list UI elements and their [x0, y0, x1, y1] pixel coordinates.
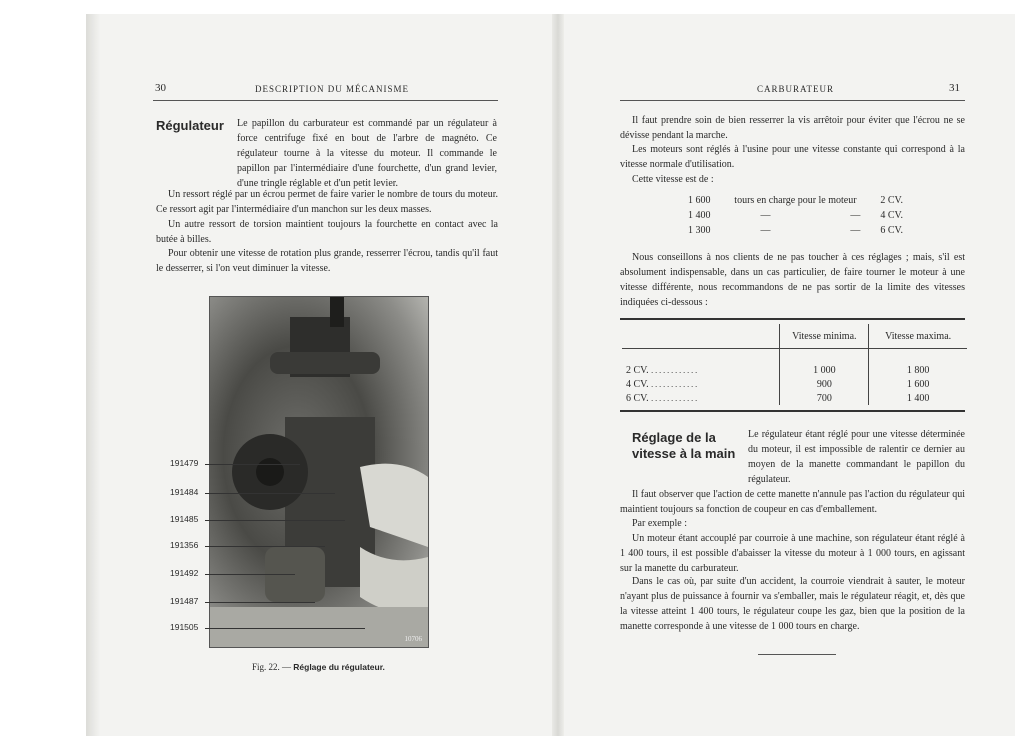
callout-line-6: [205, 602, 315, 603]
callout-line-3: [205, 520, 345, 521]
callout-2: 191484: [170, 487, 199, 497]
callout-line-7: [205, 628, 365, 629]
callout-5: 191492: [170, 568, 199, 578]
paragraph-4: Pour obtenir une vitesse de rotation plus grande, resserrer l'écrou, tandis qu'il faut le desserrer, si l'on veut diminuer la vitesse.: [156, 248, 498, 274]
speed-tours: 1 400: [688, 210, 711, 221]
speed-dash: —: [760, 225, 771, 236]
header-max: Vitesse maxima.: [885, 330, 952, 342]
figure-caption-prefix: Fig. 22. —: [252, 662, 292, 672]
callout-line-5: [205, 574, 295, 575]
speed-dash: —: [850, 225, 861, 236]
callout-1: 191479: [170, 458, 199, 468]
row-min: 900: [780, 377, 869, 391]
table-row: [622, 391, 967, 405]
section2-paragraph-4: Un moteur étant accouplé par courroie à une machine, son régulateur étant réglé à 1 400 tours, il est possible d'abaisser la vitesse du moteur à 1 000 tours, en agissant sur la manette du carburateur.: [620, 533, 965, 574]
table-bottom-rule: [620, 410, 965, 412]
photo-number: 10706: [404, 635, 422, 643]
speed-row-1: [688, 193, 903, 208]
intro-paragraph-2: Les moteurs sont réglés à l'usine pour une vitesse constante qui correspond à la vitesse normale d'utilisation.: [620, 144, 965, 170]
paragraph-3: Un autre ressort de torsion maintient toujours la fourchette en contact avec la butée à billes.: [156, 219, 498, 245]
row-label: 6 CV.: [626, 392, 649, 404]
speed-label: tours en charge pour le moteur: [734, 195, 857, 206]
callout-line-4: [205, 546, 325, 547]
header-rule-left: [153, 100, 498, 101]
speed-dash: —: [760, 210, 771, 221]
speed-cv: 2 CV.: [880, 195, 903, 206]
speed-tours: 1 300: [688, 225, 711, 236]
speed-cv: 6 CV.: [880, 225, 903, 236]
row-max: 1 800: [906, 364, 930, 376]
running-head-right: CARBURATEUR: [757, 84, 835, 94]
row-max: 1 400: [906, 392, 930, 404]
section2-paragraph-1: Le régulateur étant réglé pour une vitesse déterminée du moteur, il est impossible de ralentir ce dernier au moyen de la manette commandant le papillon du régulateur.: [748, 429, 965, 485]
speed-tours: 1 600: [688, 195, 711, 206]
intro-paragraph-1: Il faut prendre soin de bien resserrer la vis arrêtoir pour éviter que l'écrou ne se dévisse pendant la marche.: [620, 115, 965, 141]
book-edge: [86, 14, 100, 736]
paragraph-1: Le papillon du carburateur est commandé par un régulateur à force centrifuge fixé en bout de l'arbre de magnéto. Ce régulateur tourne à la vitesse du moteur. Il commande le papillon par l'intermédiaire d'une fourchette, d'un grand levier, d'une tringle réglable et d'un petit levier.: [237, 118, 497, 189]
figure-caption: [252, 662, 385, 672]
running-head-left: DESCRIPTION DU MÉCANISME: [255, 84, 410, 94]
row-min: 700: [780, 391, 869, 405]
table-top-rule: [620, 318, 965, 320]
engine-illustration: [210, 297, 428, 647]
end-rule: [758, 654, 836, 655]
page-number-left: 30: [155, 82, 166, 94]
figure-photo: [209, 296, 429, 648]
table-row: [622, 363, 967, 377]
speed-row-3: [688, 223, 903, 238]
table-header-row: [622, 324, 967, 348]
row-label: 2 CV.: [626, 364, 649, 376]
figure-caption-title: Réglage du régulateur.: [293, 662, 385, 672]
row-dots: . . . . . . . . . . . .: [651, 365, 698, 375]
callout-6: 191487: [170, 596, 199, 606]
section2-paragraph-3: Par exemple :: [632, 518, 687, 529]
row-dots: . . . . . . . . . . . .: [651, 379, 698, 389]
intro-paragraph-3: Cette vitesse est de :: [632, 174, 714, 185]
callout-line-1: [205, 464, 300, 465]
callout-line-2: [205, 493, 335, 494]
book-gutter: [552, 14, 564, 736]
header-rule-right: [620, 100, 965, 101]
row-label: 4 CV.: [626, 378, 649, 390]
row-max: 1 600: [906, 378, 930, 390]
section2-paragraph-5: Dans le cas où, par suite d'un accident, la courroie viendrait à sauter, le moteur n'ayant plus de puissance à fournir va s'emballer, mais le régulateur réagit, et, dès que la vitesse atteint 1 400 tours, le régulateur coupe les gaz, bien que la position de la manette corresponde à une vitesse de 1 000 tours en charge.: [620, 576, 965, 632]
table-row: [622, 377, 967, 391]
section-heading-line-1: Réglage de la: [632, 430, 716, 445]
section2-paragraph-2: Il faut observer que l'action de cette manette n'annule pas l'action du régulateur qui maintient toujours sa fonction de coupeur en cas d'emballement.: [620, 489, 965, 515]
speed-limits-table: [622, 324, 967, 405]
speed-row-2: [688, 208, 903, 223]
speed-list: [688, 193, 903, 238]
header-min: Vitesse minima.: [780, 324, 869, 348]
callout-7: 191505: [170, 622, 199, 632]
section-heading-line-2: vitesse à la main: [632, 446, 736, 461]
paragraph-1-start: [237, 116, 497, 191]
advice-paragraph: Nous conseillons à nos clients de ne pas toucher à ces réglages ; mais, s'il est absolument indispensable, dans un cas particulier, de faire tourner le moteur à une vitesse différente, nous recommandons de ne pas sortir de la limite des vitesses indiquées ci-dessous :: [620, 252, 965, 308]
section-heading-regulateur: Régulateur: [156, 118, 224, 133]
speed-cv: 4 CV.: [880, 210, 903, 221]
speed-dash: —: [850, 210, 861, 221]
row-dots: . . . . . . . . . . . .: [651, 393, 698, 403]
paragraph-2: Un ressort réglé par un écrou permet de faire varier le nombre de tours du moteur. Ce ressort agit par l'intermédiaire d'un manchon sur les deux masses.: [156, 189, 498, 215]
callout-3: 191485: [170, 514, 199, 524]
callout-4: 191356: [170, 540, 199, 550]
section-heading-reglage: [632, 430, 735, 462]
row-min: 1 000: [780, 363, 869, 377]
page-number-right: 31: [949, 82, 960, 94]
